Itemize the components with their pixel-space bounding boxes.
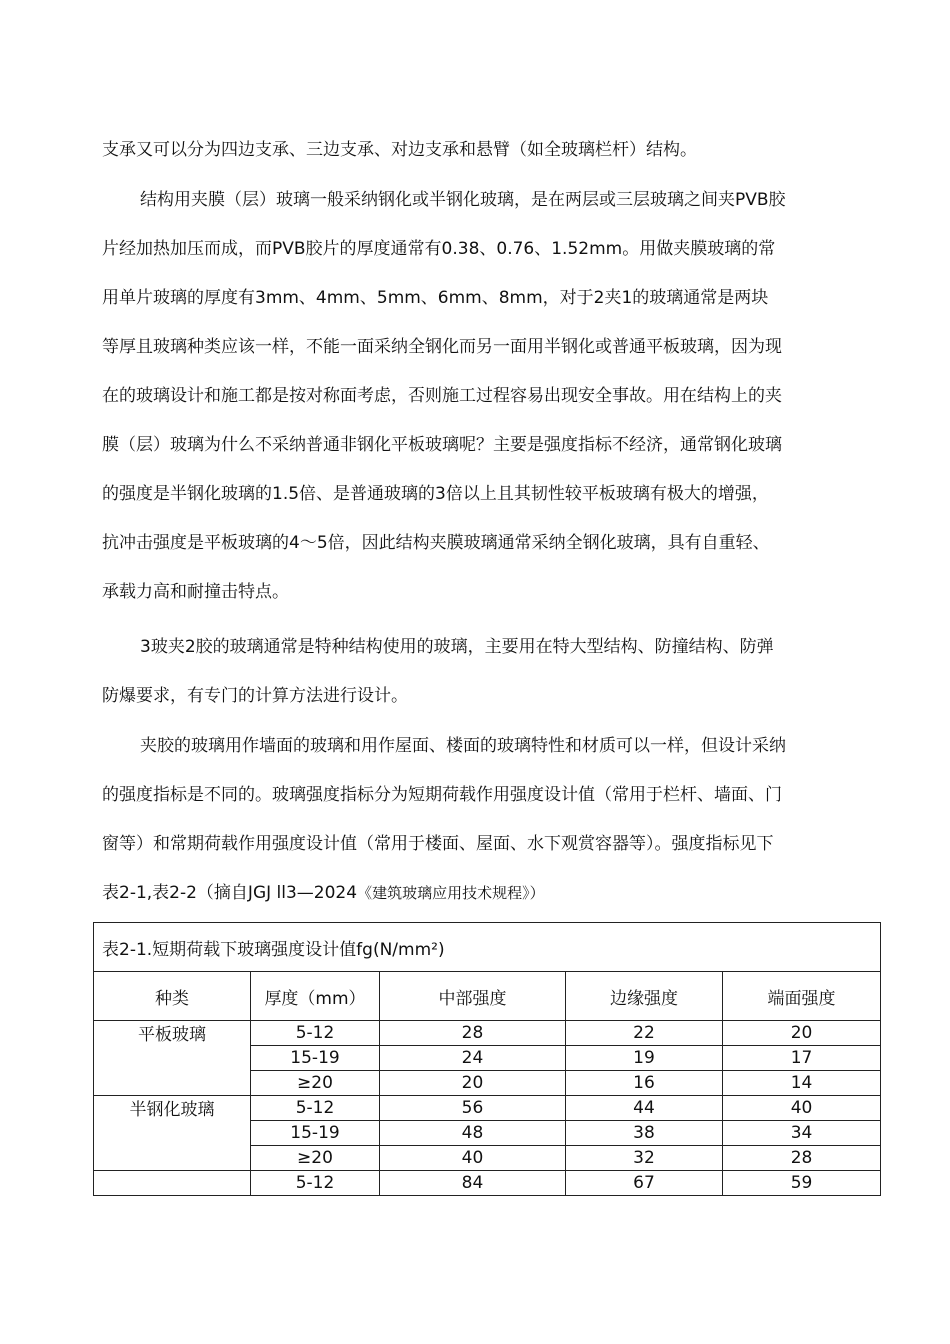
- text-line: 夹胶的玻璃用作墙面的玻璃和用作屋面、楼面的玻璃特性和材质可以一样，但设计采纳: [140, 736, 786, 756]
- text-line: 结构用夹膜（层）玻璃一般采纳钢化或半钢化玻璃，是在两层或三层玻璃之间夹PVB胶: [140, 190, 786, 210]
- text-line: 承载力高和耐撞击特点。: [102, 582, 289, 602]
- cell-center: 84: [380, 1171, 566, 1196]
- header-edge-strength: 边缘强度: [566, 972, 723, 1021]
- text-line: 片经加热加压而成，而PVB胶片的厚度通常有0.38、0.76、1.52mm。用做夹膜玻璃的常: [102, 239, 776, 259]
- table-reference: 表2-1,表2-2（摘自JGJ ll3—2024: [102, 883, 358, 903]
- cell-edge: 38: [566, 1121, 723, 1146]
- group-label: 平板玻璃: [138, 1025, 206, 1045]
- cell-edge: 22: [566, 1021, 723, 1046]
- cell-end: 34: [723, 1121, 881, 1146]
- cell-thickness: 5-12: [251, 1021, 380, 1046]
- cell-end: 14: [723, 1071, 881, 1096]
- paragraph-support-types: [102, 126, 872, 175]
- group-label: 半钢化玻璃: [129, 1100, 215, 1120]
- cell-center: 56: [380, 1096, 566, 1121]
- cell-thickness: 15-19: [251, 1121, 380, 1146]
- cell-edge: 16: [566, 1071, 723, 1096]
- header-type: 种类: [94, 972, 251, 1021]
- header-thickness: 厚度（mm）: [251, 972, 380, 1021]
- text-line: [102, 869, 872, 918]
- text-line: 支承又可以分为四边支承、三边支承、对边支承和悬臂（如全玻璃栏杆）结构。: [102, 140, 697, 160]
- cell-center: 48: [380, 1121, 566, 1146]
- paragraph-laminated-glass: [102, 176, 872, 617]
- text-line: 3玻夹2胶的玻璃通常是特种结构使用的玻璃，主要用在特大型结构、防撞结构、防弹: [140, 637, 774, 657]
- paragraph-three-ply: [102, 623, 872, 721]
- cell-center: 40: [380, 1146, 566, 1171]
- group-label: [94, 1182, 250, 1184]
- standard-title: 《建筑玻璃应用技术规程》）: [357, 884, 545, 902]
- text-line: 膜（层）玻璃为什么不采纳普通非钢化平板玻璃呢？主要是强度指标不经济，通常钢化玻璃: [102, 435, 782, 455]
- cell-edge: 32: [566, 1146, 723, 1171]
- table-row: [94, 1171, 881, 1196]
- cell-end: 20: [723, 1021, 881, 1046]
- table-row: [94, 1021, 881, 1046]
- cell-thickness: 5-12: [251, 1096, 380, 1121]
- cell-thickness: 15-19: [251, 1046, 380, 1071]
- cell-edge: 67: [566, 1171, 723, 1196]
- cell-center: 20: [380, 1071, 566, 1096]
- text-line: 用单片玻璃的厚度有3mm、4mm、5mm、6mm、8mm，对于2夹1的玻璃通常是两块: [102, 288, 769, 308]
- strength-table: [93, 922, 881, 1196]
- cell-end: 17: [723, 1046, 881, 1071]
- paragraph-strength-values: [102, 722, 872, 918]
- header-center-strength: 中部强度: [380, 972, 566, 1021]
- text-line: 等厚且玻璃种类应该一样，不能一面采纳全钢化而另一面用半钢化或普通平板玻璃，因为现: [102, 337, 782, 357]
- cell-edge: 44: [566, 1096, 723, 1121]
- text-line: 窗等）和常期荷载作用强度设计值（常用于楼面、屋面、水下观赏容器等）。强度指标见下: [102, 834, 774, 854]
- cell-center: 24: [380, 1046, 566, 1071]
- cell-thickness: ≥20: [251, 1071, 380, 1096]
- cell-end: 59: [723, 1171, 881, 1196]
- text-line: 防爆要求，有专门的计算方法进行设计。: [102, 686, 408, 706]
- text-line: 的强度是半钢化玻璃的1.5倍、是普通玻璃的3倍以上且其韧性较平板玻璃有极大的增强，: [102, 484, 769, 504]
- cell-end: 40: [723, 1096, 881, 1121]
- cell-thickness: ≥20: [251, 1146, 380, 1171]
- text-line: 抗冲击强度是平板玻璃的4～5倍，因此结构夹膜玻璃通常采纳全钢化玻璃，具有自重轻、: [102, 533, 770, 553]
- table-caption: 表2-1.短期荷载下玻璃强度设计值fg(N/mm²): [94, 923, 881, 972]
- table-row: [94, 1096, 881, 1121]
- cell-edge: 19: [566, 1046, 723, 1071]
- table-header-row: [94, 972, 881, 1021]
- text-line: 在的玻璃设计和施工都是按对称面考虑，否则施工过程容易出现安全事故。用在结构上的夹: [102, 386, 782, 406]
- header-end-strength: 端面强度: [723, 972, 881, 1021]
- cell-center: 28: [380, 1021, 566, 1046]
- text-line: 的强度指标是不同的。玻璃强度指标分为短期荷载作用强度设计值（常用于栏杆、墙面、门: [102, 785, 782, 805]
- cell-thickness: 5-12: [251, 1171, 380, 1196]
- cell-end: 28: [723, 1146, 881, 1171]
